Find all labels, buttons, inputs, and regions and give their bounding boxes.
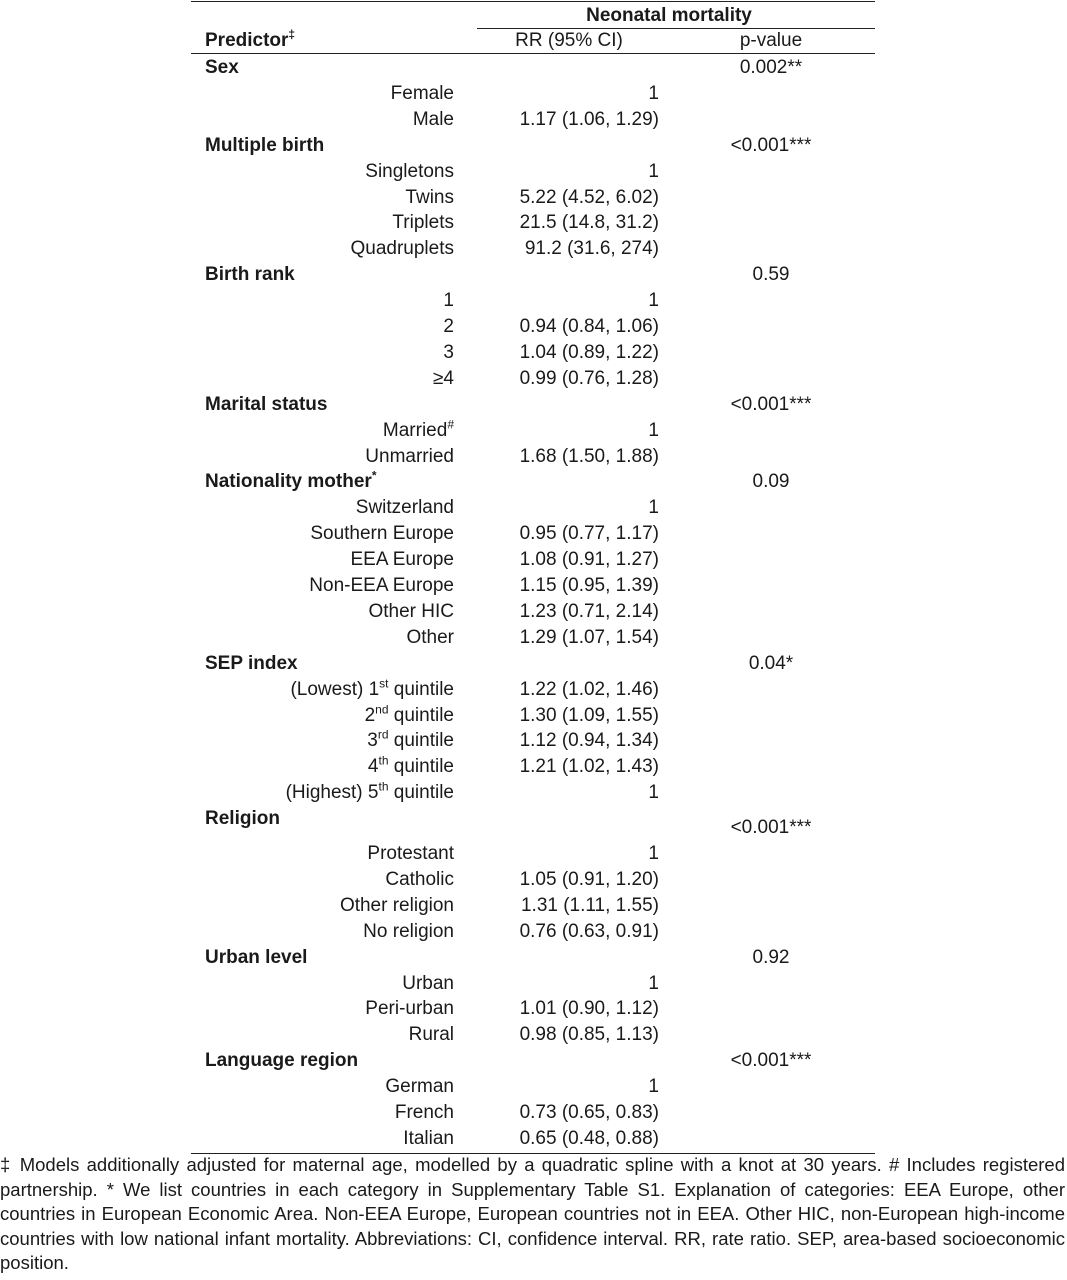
level-label: 2 bbox=[443, 316, 454, 337]
rr-header: RR (95% CI) bbox=[515, 30, 623, 51]
level-label: Peri-urban bbox=[365, 998, 454, 1020]
rr-value: 5.22 (4.52, 6.02) bbox=[519, 186, 659, 208]
level-row bbox=[191, 521, 875, 547]
group-label: Multiple birth bbox=[205, 134, 325, 156]
level-label: ≥4 bbox=[433, 367, 454, 389]
rr-value: 1.68 (1.50, 1.88) bbox=[519, 445, 659, 467]
group-row bbox=[191, 806, 875, 839]
level-label: 4th quintile bbox=[367, 753, 454, 778]
rr-value: 21.5 (14.8, 31.2) bbox=[519, 212, 659, 234]
level-label: 2nd quintile bbox=[364, 702, 454, 726]
level-label: Other religion bbox=[339, 894, 454, 916]
group-label: SEP index bbox=[205, 652, 298, 674]
level-row bbox=[191, 81, 875, 107]
level-row bbox=[191, 418, 875, 444]
level-row bbox=[191, 1022, 875, 1048]
level-row bbox=[191, 703, 875, 729]
table-title: Neonatal mortality bbox=[586, 5, 752, 26]
header-rule bbox=[191, 53, 875, 54]
header-row bbox=[191, 28, 875, 54]
level-label: Protestant bbox=[367, 843, 454, 864]
level-label: Other bbox=[406, 626, 454, 648]
level-label: Triplets bbox=[392, 212, 454, 234]
level-label: (Highest) 5th quintile bbox=[285, 779, 454, 804]
level-label: Non-EEA Europe bbox=[309, 575, 454, 596]
level-row bbox=[191, 236, 875, 262]
p-value: <0.001*** bbox=[730, 1050, 812, 1072]
level-label: 1 bbox=[443, 290, 454, 312]
rr-value: 1 bbox=[648, 497, 659, 519]
level-row bbox=[191, 996, 875, 1022]
level-row bbox=[191, 599, 875, 625]
level-row bbox=[191, 1074, 875, 1100]
rr-value: 1.22 (1.02, 1.46) bbox=[519, 678, 659, 700]
level-row bbox=[191, 107, 875, 133]
level-label: Southern Europe bbox=[310, 523, 454, 545]
level-row bbox=[191, 210, 875, 236]
rr-value: 1.30 (1.09, 1.55) bbox=[519, 704, 659, 726]
rr-value: 1.12 (0.94, 1.34) bbox=[519, 730, 659, 752]
level-row bbox=[191, 547, 875, 573]
table-footnote: ‡ Models additionally adjusted for maternal age, modelled by a quadratic spline with a knot at 30 years. # Includes registered partnership. * We list countries in each category in Supplementary Table S1. Explanation of categories: EEA Europe, other countries in European Economic Area. Non-EEA Europe, European countries not in EEA. Other HIC, non-European high-income countries with low national infant mortality. Abbreviations: CI, confidence interval. RR, rate ratio. SEP, area-based socioeconomic position. bbox=[0, 1154, 1065, 1273]
p-value: <0.001*** bbox=[730, 817, 812, 839]
rr-value: 1 bbox=[648, 843, 659, 864]
level-row bbox=[191, 971, 875, 997]
rr-value: 1 bbox=[648, 82, 659, 104]
group-label: Sex bbox=[205, 57, 239, 78]
group-label: Language region bbox=[205, 1050, 359, 1072]
rr-value: 0.95 (0.77, 1.17) bbox=[519, 523, 659, 545]
p-value: 0.59 bbox=[752, 264, 790, 286]
rr-value: 0.99 (0.76, 1.28) bbox=[519, 367, 659, 389]
level-label: French bbox=[394, 1102, 454, 1123]
level-label: Married# bbox=[382, 417, 454, 441]
rr-value: 1.04 (0.89, 1.22) bbox=[519, 341, 659, 363]
level-label: (Lowest) 1st quintile bbox=[290, 676, 454, 700]
level-row bbox=[191, 314, 875, 340]
rr-value: 0.98 (0.85, 1.13) bbox=[519, 1024, 659, 1046]
group-row bbox=[191, 651, 875, 677]
rr-value: 1 bbox=[648, 972, 659, 994]
level-label: German bbox=[385, 1076, 454, 1098]
level-label: Rural bbox=[408, 1024, 454, 1046]
p-value: 0.09 bbox=[752, 471, 790, 493]
level-row bbox=[191, 625, 875, 651]
group-label: Nationality mother* bbox=[205, 469, 377, 493]
rr-value: 1.17 (1.06, 1.29) bbox=[519, 108, 659, 130]
p-value: 0.92 bbox=[752, 946, 790, 968]
level-label: Switzerland bbox=[355, 497, 454, 519]
rr-value: 1 bbox=[648, 782, 659, 804]
rr-value: 1 bbox=[648, 1076, 659, 1098]
p-value: <0.001*** bbox=[730, 393, 812, 415]
level-row bbox=[191, 780, 875, 806]
p-value: 0.04* bbox=[748, 652, 794, 674]
rr-value: 1 bbox=[648, 419, 659, 441]
rr-value: 0.76 (0.63, 0.91) bbox=[519, 920, 659, 942]
level-label: Singletons bbox=[365, 160, 454, 182]
rr-value: 91.2 (31.6, 274) bbox=[524, 238, 659, 260]
rr-value: 1.01 (0.90, 1.12) bbox=[519, 998, 659, 1020]
level-row bbox=[191, 573, 875, 599]
rr-value: 1 bbox=[648, 160, 659, 182]
level-label: Italian bbox=[403, 1127, 454, 1149]
level-row bbox=[191, 159, 875, 185]
level-label: Quadruplets bbox=[350, 238, 454, 260]
rr-value: 1.31 (1.11, 1.55) bbox=[520, 894, 659, 916]
level-row bbox=[191, 1100, 875, 1126]
level-row bbox=[191, 340, 875, 366]
level-label: EEA Europe bbox=[350, 549, 454, 571]
level-row bbox=[191, 728, 875, 754]
level-label: Male bbox=[412, 108, 454, 130]
level-row bbox=[191, 1126, 875, 1152]
level-row bbox=[191, 366, 875, 392]
group-label: Marital status bbox=[205, 393, 328, 415]
group-row bbox=[191, 1048, 875, 1074]
level-label: No religion bbox=[363, 920, 454, 942]
rr-value: 1.21 (1.02, 1.43) bbox=[519, 756, 659, 778]
rr-value: 1.08 (0.91, 1.27) bbox=[519, 549, 659, 571]
rr-value: 1.05 (0.91, 1.20) bbox=[519, 868, 659, 890]
rr-value: 1.15 (0.95, 1.39) bbox=[519, 575, 659, 596]
level-label: Urban bbox=[402, 972, 454, 994]
level-row bbox=[191, 867, 875, 893]
level-row bbox=[191, 444, 875, 470]
rr-value: 0.94 (0.84, 1.06) bbox=[519, 316, 659, 337]
p-value: 0.002** bbox=[739, 57, 803, 78]
rr-value: 1.23 (0.71, 2.14) bbox=[519, 600, 659, 622]
level-row bbox=[191, 754, 875, 780]
group-row bbox=[191, 262, 875, 288]
group-row bbox=[191, 945, 875, 971]
level-label: Twins bbox=[405, 186, 454, 208]
level-label: 3rd quintile bbox=[367, 728, 454, 752]
level-label: Female bbox=[390, 82, 454, 104]
level-row bbox=[191, 495, 875, 521]
group-row bbox=[191, 55, 875, 81]
group-label: Birth rank bbox=[205, 264, 295, 286]
rr-value: 0.73 (0.65, 0.83) bbox=[519, 1102, 659, 1123]
group-label: Religion bbox=[205, 808, 280, 830]
level-label: Catholic bbox=[385, 868, 454, 890]
rr-value: 1 bbox=[648, 290, 659, 312]
level-row bbox=[191, 185, 875, 211]
level-row bbox=[191, 288, 875, 314]
level-row bbox=[191, 677, 875, 703]
predictor-header: Predictor‡ bbox=[205, 27, 296, 51]
level-row bbox=[191, 893, 875, 919]
group-label: Urban level bbox=[205, 946, 308, 968]
pvalue-header: p-value bbox=[739, 30, 803, 51]
level-row bbox=[191, 919, 875, 945]
level-label: Unmarried bbox=[365, 445, 454, 467]
group-row bbox=[191, 392, 875, 418]
group-row bbox=[191, 133, 875, 159]
top-rule bbox=[191, 1, 875, 2]
level-label: 3 bbox=[443, 341, 454, 363]
rr-value: 1.29 (1.07, 1.54) bbox=[519, 626, 659, 648]
level-label: Other HIC bbox=[368, 600, 454, 622]
level-row bbox=[191, 841, 875, 867]
group-row bbox=[191, 469, 875, 495]
rr-value: 0.65 (0.48, 0.88) bbox=[519, 1127, 659, 1149]
p-value: <0.001*** bbox=[730, 134, 812, 156]
